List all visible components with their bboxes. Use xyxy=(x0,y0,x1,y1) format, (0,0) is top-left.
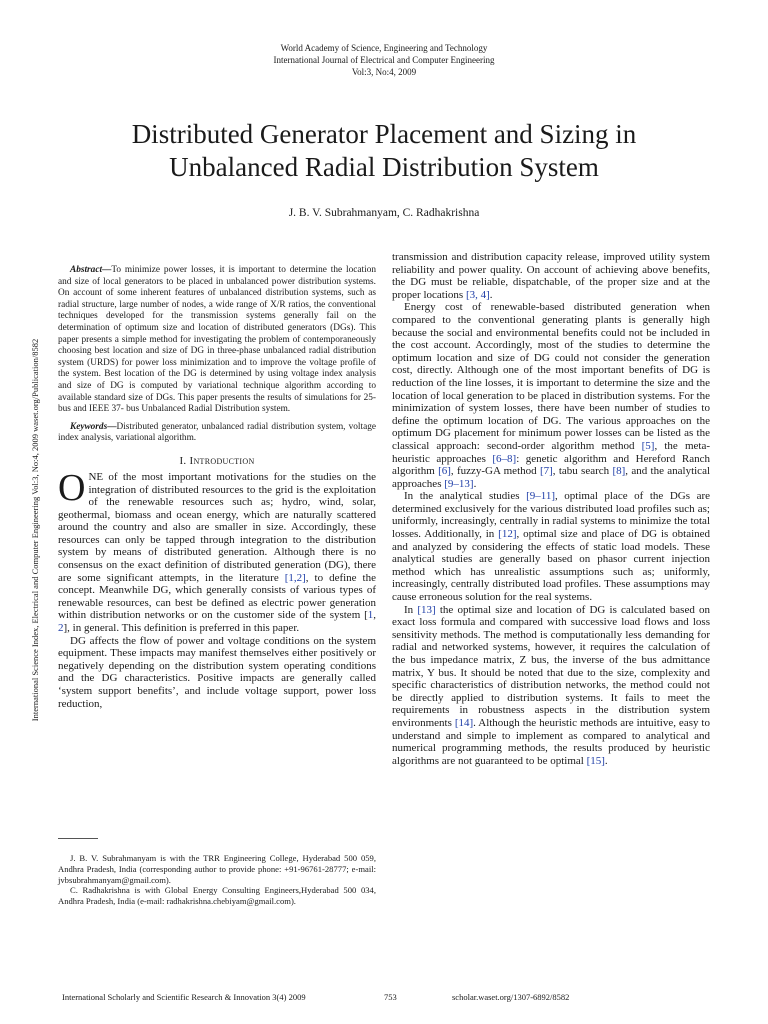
citation-link[interactable]: [12] xyxy=(498,528,517,541)
right-text: . xyxy=(604,754,608,767)
abstract-label: Abstract xyxy=(70,265,103,275)
citation-link[interactable]: [7] xyxy=(539,465,553,478)
right-text: Energy cost of renewable-based distributed generation when compared to the conventional generating plants is generally high because the social and environmental benefits could not be included in the cost account. Accordingly, most of the studies to determine the optimum location and size of DG could not consider the generation cost, directly. Although one of the most important benefits of DG is reduction of the line losses, it is important to determine the size and the location of local generation to be placed in distribution systems. For the minimization of system losses, there have been number of studies to define the optimum location of DG. The various approaches on the optimum DG placement for minimum power losses can be listed as the classical approach: second-order algorithm method xyxy=(392,301,710,452)
citation-link[interactable]: 1 xyxy=(367,609,374,622)
citation-link[interactable]: [13] xyxy=(417,603,436,616)
right-paragraph-3 xyxy=(392,490,710,603)
section-heading xyxy=(58,455,376,467)
title-line-2: Unbalanced Radial Distribution System xyxy=(169,152,599,182)
abstract-text: To minimize power losses, it is important to determine the location and size of local generators to be placed in unbalanced power distribution systems. On account of some inherent features of unbalanced distribution systems, such as radial structure, large number of nodes, a wide range of X/R ratios, the conventional techniques developed for the transmission systems generally fail on the determination of optimum size and location of distributed generators (DGs). This paper presents a simple method for investigating the problem of contemporaneously choosing best location and size of DG in three-phase unbalanced radial distribution system (URDS) for power loss minimization and to improve the voltage profile of the system. Best location of the DG is determined by using voltage index analysis and size of DG is computed by variational technique algorithm according to available standard size of DGs. This paper presents the results of simulations for 25-bus and IEEE 37- bus Unbalanced Radial Distribution system. xyxy=(58,265,376,415)
right-text: . Although the heuristic methods are intuitive, easy to understand and simple to implement as compared to analytical and numerical programming methods, the results produced by heuristic algorithms are not guaranteed to be optimal xyxy=(392,716,710,767)
right-text: , optimal place of the DGs are determined exclusively for the various distributed load profiles such as; uniformly, increasingly, centrally in radial systems to minimize the total losses. Additionally, in xyxy=(392,490,710,541)
journal-header xyxy=(0,42,768,78)
intro-text-a: NE of the most important motivations for the studies on the integration of distributed resources to the grid is the exploitation of the renewable resources such as; hydro, wind, solar, geothermal, biomass and ocean energy, which are naturally scattered around the country and also are smaller in size. Accordingly, these resources can only be tapped through integration to the distribution system by means of distributed generation. Although there is no consensus on the exact definition of distributed generation (DG), there are some significant attempts, in the literature xyxy=(58,470,376,584)
citation-link[interactable]: [8] xyxy=(612,465,626,478)
citation-link[interactable]: [9–13] xyxy=(444,477,474,490)
intro-text-c: ], in general. This definition is preferred in this paper. xyxy=(63,622,300,635)
abstract xyxy=(58,265,376,416)
right-paragraph-2 xyxy=(392,301,710,490)
right-text: In xyxy=(404,603,418,616)
footnote-1: J. B. V. Subrahmanyam is with the TRR Engineering College, Hyderabad 500 059, Andhra Pradesh, India (corresponding author to provide phone: +91-96761-28777; e-mail: jvbsubrahmanyam@gmail.com). xyxy=(58,853,376,885)
intro-text-b: , to define the concept. Meanwhile DG, which generally consists of various types of renewable resources, can best be defined as electric power generation within distribution networks or on the customer side of the system [ xyxy=(58,571,376,622)
right-text: In the analytical studies xyxy=(404,490,527,503)
intro-paragraph-2: DG affects the flow of power and voltage conditions on the system equipment. These impacts may manifest themselves either positively or negatively depending on the distribution system operating conditions and the DG characteristics. Positive impacts are generally called ‘system support benefits’, and include voltage support, power loss reduction, xyxy=(58,634,376,710)
keywords xyxy=(58,422,376,445)
right-column xyxy=(392,251,710,767)
citation-link[interactable]: 2 xyxy=(58,622,64,635)
sidebar-citation-text: International Science Index, Electrical and Computer Engineering Vol:3, No:4, 2009 waset.org/Publication/8582 xyxy=(30,338,40,722)
right-text: . xyxy=(489,288,493,301)
citation-link[interactable]: [15] xyxy=(586,754,605,767)
citation-link[interactable]: [1,2] xyxy=(284,571,306,584)
paper-title xyxy=(40,118,728,184)
citation-link[interactable]: [14] xyxy=(454,716,474,729)
right-text: the optimal size and location of DG is calculated based on exact loss formula and compared with successive load flows and loss sensitivity methods. The method is computationally less demanding for radial and networked systems, however, it requires the calculation of the bus impedance matrix, Z bus, the inverse of the bus admittance matrix, Y bus. It should be noted that due to the size, complexity and specific characteristics of distribution networks, the method could not be directly applied to distribution systems. It fails to meet the requirements in robustness aspects in the distribution system environments xyxy=(392,603,710,729)
footnote-2: C. Radhakrishna is with Global Energy Consulting Engineers,Hyderabad 500 034, Andhra Pradesh, India (e-mail: radhakrishna.chebiyam@gmail.com). xyxy=(58,885,376,907)
journal-publisher: World Academy of Science, Engineering and Technology xyxy=(280,43,488,53)
citation-link[interactable]: [9–11] xyxy=(526,490,555,503)
keywords-dash: — xyxy=(107,421,117,432)
abstract-dash: — xyxy=(102,265,112,275)
citation-link[interactable]: [5] xyxy=(641,439,655,452)
footnotes xyxy=(58,853,376,907)
footnote-rule xyxy=(58,838,98,839)
page-number: 753 xyxy=(384,992,397,1002)
right-text: : genetic algorithm and Hereford Ranch algorithm xyxy=(392,452,710,478)
keywords-label: Keywords xyxy=(70,421,108,432)
right-text: , tabu search xyxy=(552,465,613,478)
right-text: . xyxy=(473,477,477,490)
citation-link[interactable]: [3, 4] xyxy=(465,288,490,301)
journal-name: International Journal of Electrical and Computer Engineering xyxy=(273,55,495,65)
intro-text-comma: , xyxy=(373,609,376,622)
footer-url[interactable]: scholar.waset.org/1307-6892/8582 xyxy=(452,992,570,1002)
sidebar-citation xyxy=(25,320,45,750)
left-column xyxy=(58,265,376,710)
footer-journal: International Scholarly and Scientific Research & Innovation 3(4) 2009 xyxy=(62,992,306,1002)
right-text: , fuzzy-GA method xyxy=(450,465,540,478)
right-text: , the meta-heuristic approaches xyxy=(392,439,711,465)
section-number: I. xyxy=(179,454,187,467)
journal-volume: Vol:3, No:4, 2009 xyxy=(351,67,417,77)
section-title: Introduction xyxy=(189,454,255,467)
drop-cap: O xyxy=(58,466,86,509)
right-text: , optimal size and place of DG is obtained and analyzed by considering the effects of static load models. These analytical studies are generally based on phasor current injection method which has unrealistic assumptions such as; uniformly, increasingly, centrally distributed load profiles. These assumptions may cause erroneous solution for the real systems. xyxy=(392,528,711,604)
right-paragraph-4 xyxy=(392,604,710,768)
keywords-text: Distributed generator, unbalanced radial distribution system, voltage index analysis, variational algorithm. xyxy=(58,421,376,444)
right-text: , and the analytical approaches xyxy=(392,465,711,490)
citation-link[interactable]: [6] xyxy=(438,465,451,478)
title-line-1: Distributed Generator Placement and Sizing in xyxy=(131,119,637,149)
citation-link[interactable]: [6–8] xyxy=(492,452,517,465)
right-paragraph-1 xyxy=(392,251,710,301)
right-text: transmission and distribution capacity release, improved utility system reliability and power quality. On account of achieving above benefits, the DG must be reliable, dispatchable, of the proper size and at the proper locations xyxy=(392,251,710,301)
paper-authors: J. B. V. Subrahmanyam, C. Radhakrishna xyxy=(288,207,480,219)
intro-paragraph-1 xyxy=(58,466,376,635)
